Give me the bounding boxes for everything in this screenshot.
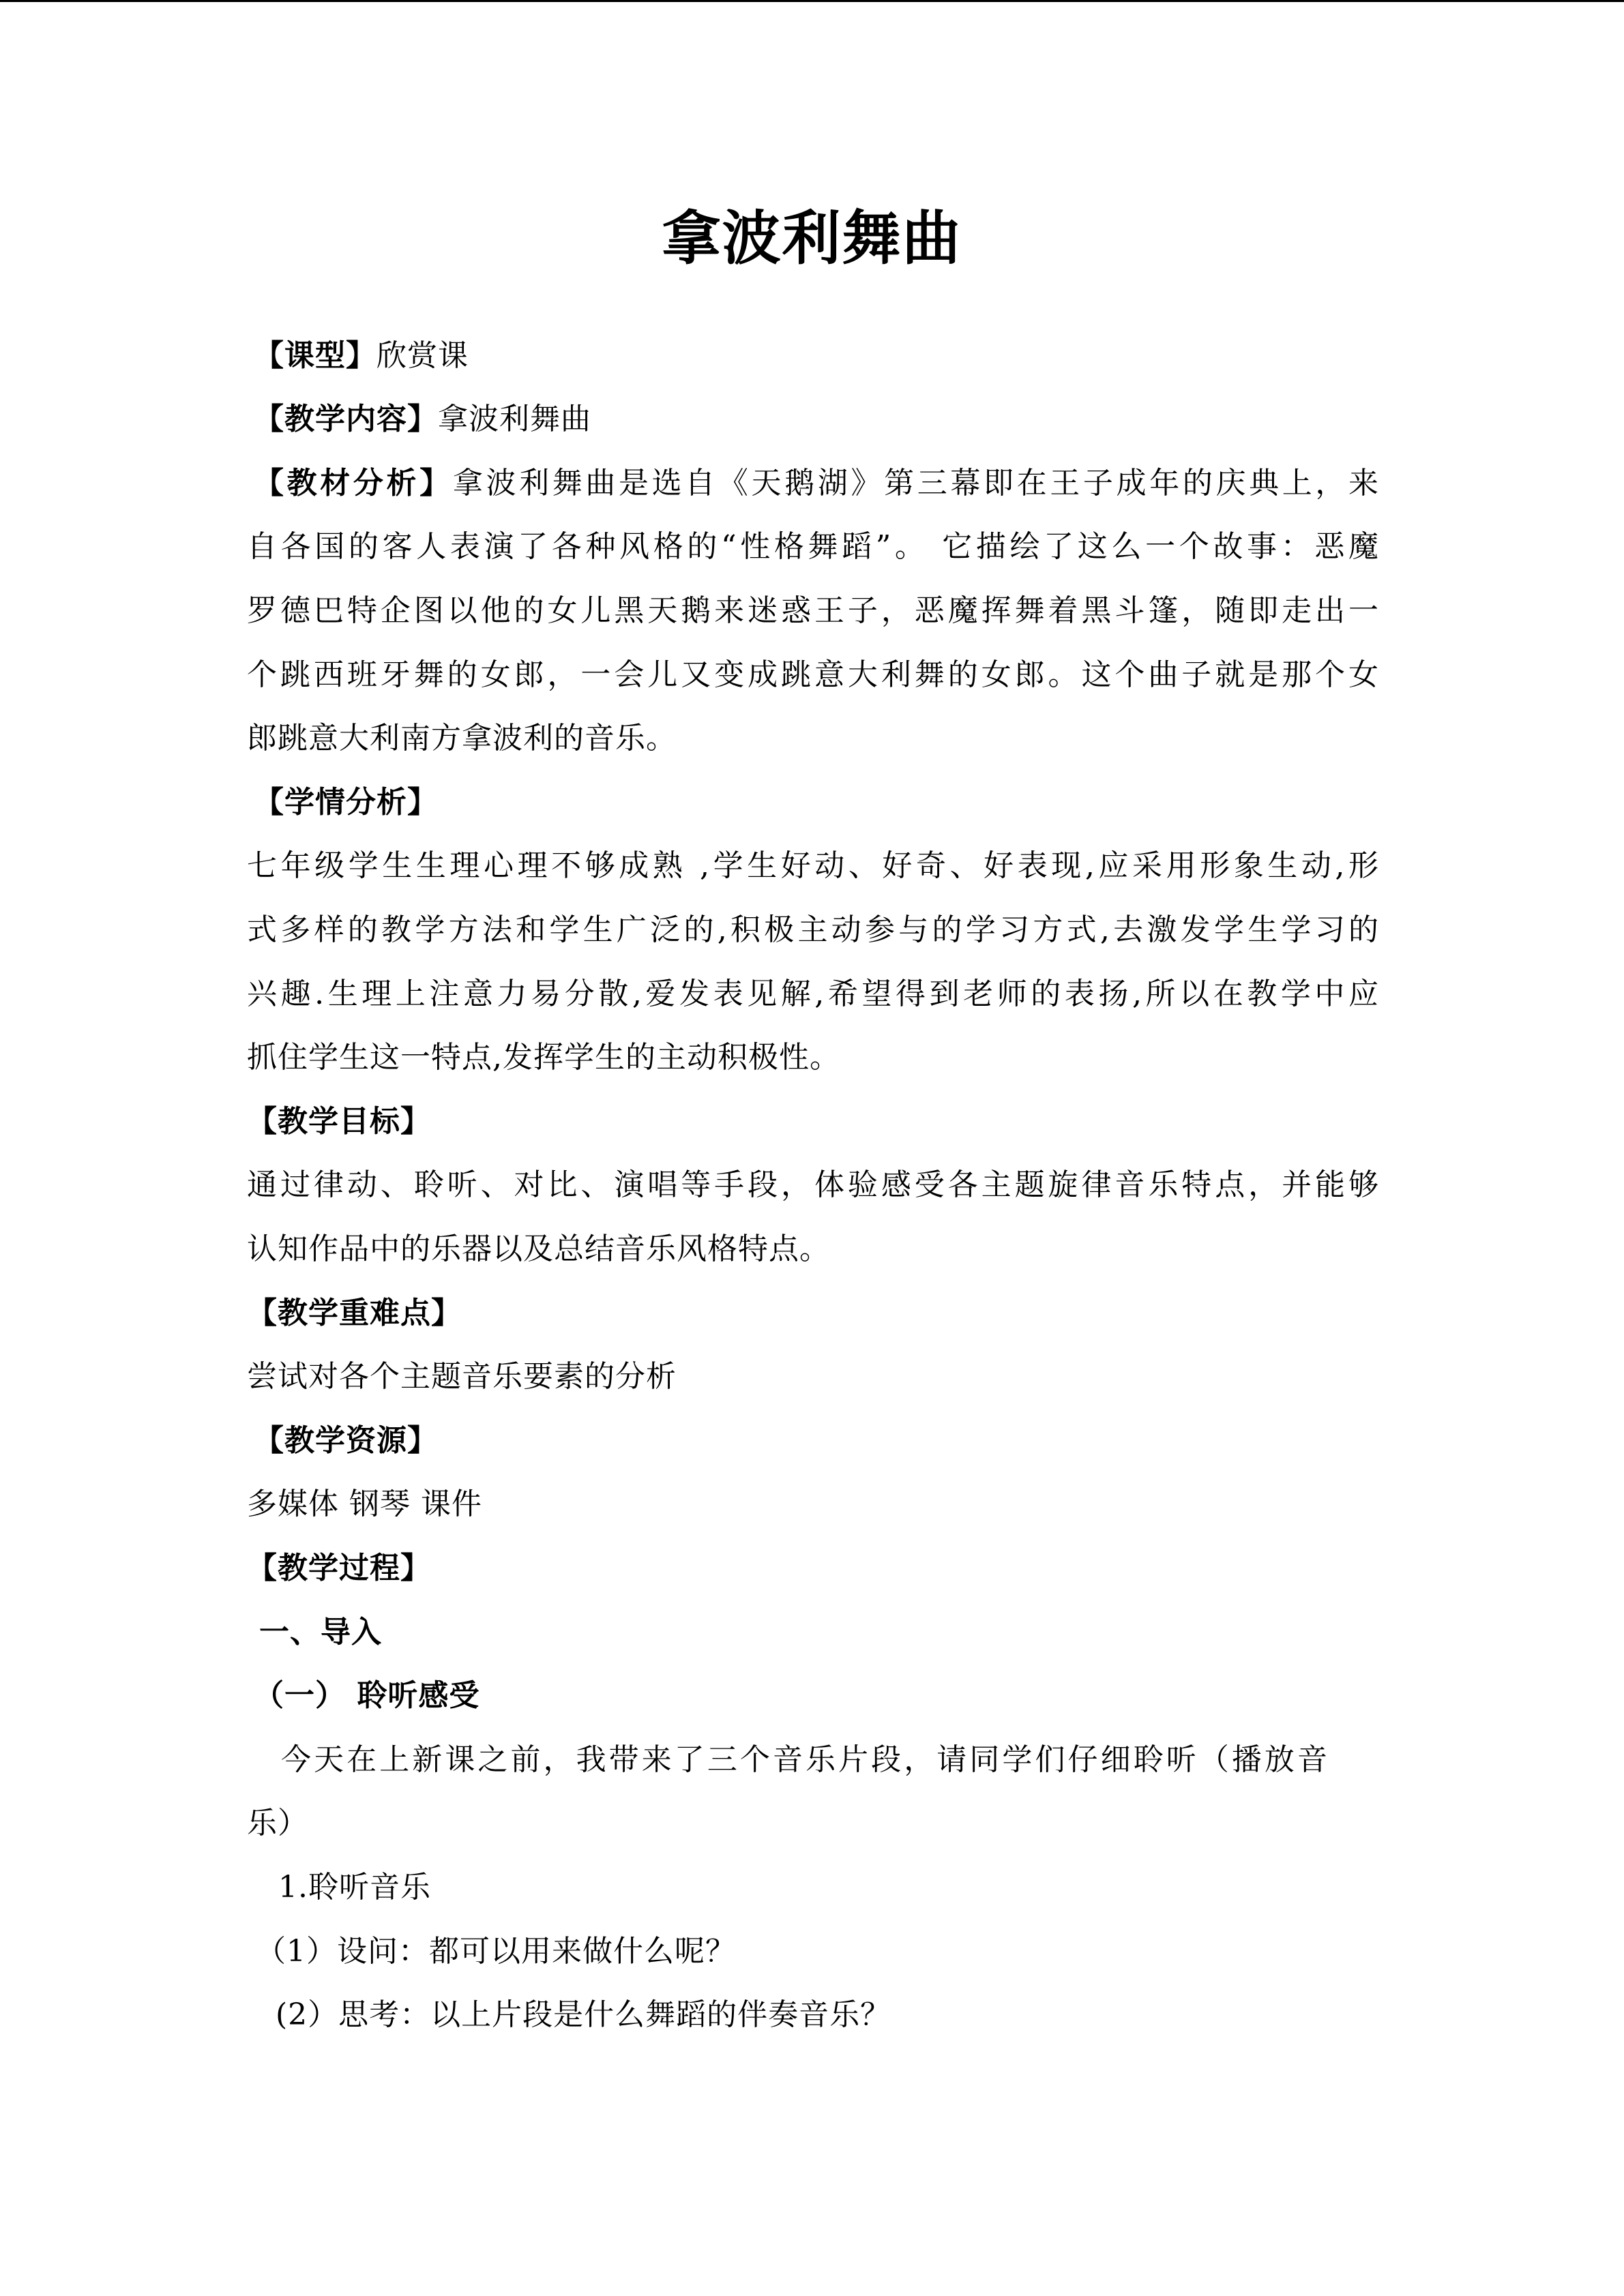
key-points-label: 【教学重难点】 [247, 1296, 462, 1330]
analysis-label: 【教材分析】 [254, 466, 453, 501]
process-label: 【教学过程】 [247, 1551, 431, 1585]
intro-line-2: 乐） [247, 1806, 308, 1840]
goals-label: 【教学目标】 [247, 1104, 431, 1139]
key-points-text: 尝试对各个主题音乐要素的分析 [247, 1359, 677, 1394]
course-type-label: 【课型】 [254, 338, 377, 373]
section-import-heading: 一、导入 [259, 1615, 382, 1650]
step-listen-music: 1.聆听音乐 [278, 1870, 431, 1905]
resources-text: 多媒体 钢琴 课件 [247, 1487, 482, 1521]
document-title: 拿波利舞曲 [662, 205, 962, 273]
question-1: （1）设问：都可以用来做什么呢？ [256, 1934, 736, 1969]
student-line-3: 兴趣.生理上注意力易分散,爱发表见解,希望得到老师的表扬,所以在教学中应 [247, 976, 1379, 1011]
analysis-line-4: 个跳西班牙舞的女郎，一会儿又变成跳意大利舞的女郎。这个曲子就是那个女 [247, 657, 1379, 692]
course-type-line [254, 336, 469, 376]
course-type-value: 欣赏课 [377, 338, 469, 373]
content-value: 拿波利舞曲 [438, 402, 591, 436]
subsection-listen-heading: （一） 聆听感受 [254, 1678, 480, 1713]
student-label: 【学情分析】 [254, 785, 438, 820]
analysis-line-2: 自各国的客人表演了各种风格的“性格舞蹈”。 它描绘了这么一个故事：恶魔 [247, 529, 1379, 564]
page-top-border [0, 0, 1624, 2]
analysis-line-3: 罗德巴特企图以他的女儿黑天鹅来迷惑王子，恶魔挥舞着黑斗篷，随即走出一 [247, 593, 1379, 628]
analysis-line-5: 郎跳意大利南方拿波利的音乐。 [247, 721, 677, 756]
student-line-2: 式多样的教学方法和学生广泛的,积极主动参与的学习方式,去激发学生学习的 [247, 912, 1379, 947]
student-line-1: 七年级学生生理心理不够成熟 ,学生好动、好奇、好表现,应采用形象生动,形 [247, 848, 1379, 883]
goals-line-1: 通过律动、聆听、对比、演唱等手段，体验感受各主题旋律音乐特点，并能够 [247, 1167, 1379, 1202]
resources-label: 【教学资源】 [254, 1423, 438, 1458]
analysis-line-1: 【教材分析】拿波利舞曲是选自《天鹅湖》第三幕即在王子成年的庆典上，来 [254, 466, 1380, 501]
intro-line-1: 今天在上新课之前，我带来了三个音乐片段，请同学们仔细聆听（播放音 [281, 1742, 1328, 1777]
question-2: (2）思考：以上片段是什么舞蹈的伴奏音乐？ [276, 1997, 891, 2032]
student-line-4: 抓住学生这一特点,发挥学生的主动积极性。 [247, 1040, 840, 1075]
content-line [254, 399, 591, 440]
goals-line-2: 认知作品中的乐器以及总结音乐风格特点。 [247, 1232, 830, 1266]
content-label: 【教学内容】 [254, 402, 438, 436]
